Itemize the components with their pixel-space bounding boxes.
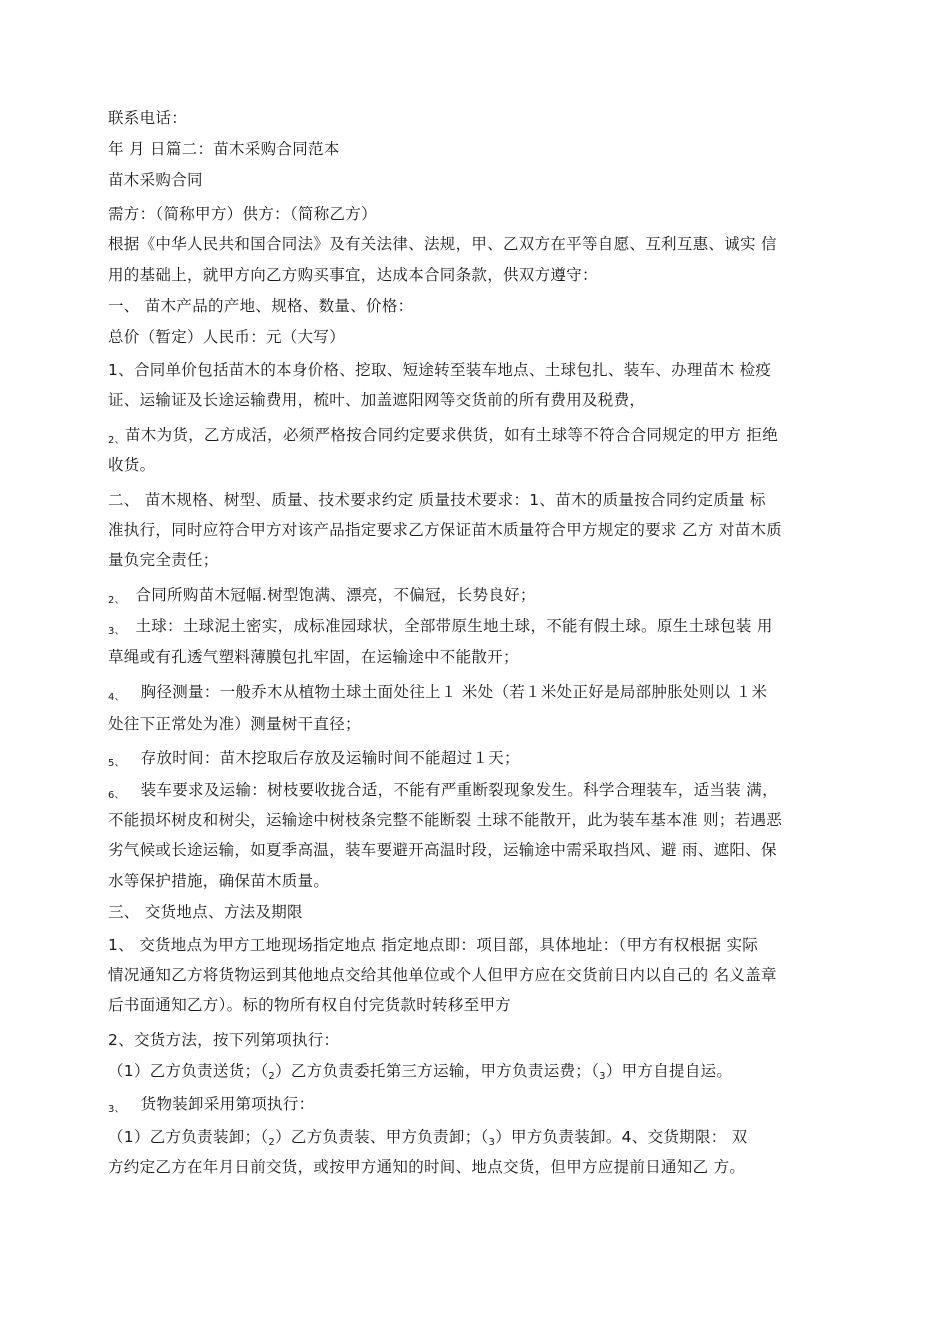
option-text: ）乙方负责委托第三方运输，甲方负责运费；（: [275, 1062, 600, 1080]
section-2-line-2: 准执行，同时应符合甲方对该产品指定要求乙方保证苗木质量符合甲方规定的要求 乙方 对苗木质: [108, 521, 783, 539]
clause-3-2-heading: 2、交货方法，按下列第项执行：: [108, 1031, 340, 1049]
clause-1-2-line-2: 收货。: [108, 456, 156, 474]
preamble-line-2: 用的基础上，就甲方向乙方购买事宜，达成本合同条款，供双方遵守：: [108, 266, 598, 284]
clause-text: 货物装卸采用第项执行：: [140, 1095, 315, 1113]
option-text: （1）乙方负责送货；（: [108, 1062, 269, 1080]
clause-2-6-line-3: 劣气候或长途运输，如夏季高温，装车要避开高温时段，运输途中需采取挡风、避 雨、遮阳、保: [108, 841, 777, 859]
option-text: ）甲方负责装卸。4、交货期限： 双: [495, 1128, 748, 1146]
clause-text: 存放时间：苗木挖取后存放及运输时间不能超过１天；: [140, 749, 520, 767]
clause-2-3-line-2: 草绳或有孔透气塑料薄膜包扎牢固，在运输途中不能散开；: [108, 648, 519, 666]
clause-3-1-line-1: 1、 交货地点为甲方工地现场指定地点 指定地点即：项目部，具体地址：（甲方有权根据 实际: [108, 936, 759, 954]
date-title-line: 年 月 日篇二：苗木采购合同范本: [108, 140, 340, 158]
clause-1-2-line-1: [108, 425, 848, 451]
clause-marker: 6、: [108, 790, 125, 801]
option-marker: 2: [268, 1071, 276, 1082]
clause-3-1-line-2: 情况通知乙方将货物运到其他地点交给其他单位或个人但甲方应在交货前日内以自己的 名义盖章: [108, 966, 777, 984]
clause-3-3-options: [108, 1127, 848, 1153]
clause-marker: 3、: [108, 626, 125, 637]
clause-marker: 2、: [108, 435, 125, 446]
clause-text: 苗木为货，乙方成活，必须严格按合同约定要求供货，如有土球等不符合合同规定的甲方 拒绝: [124, 426, 778, 444]
clause-3-2-options: [108, 1061, 848, 1087]
contract-title: 苗木采购合同: [108, 171, 203, 189]
clause-3-1-line-3: 后书面通知乙方）。标的物所有权自付完货款时转移至甲方: [108, 996, 512, 1014]
clause-text: 土球：土球泥土密实，成标准园球状，全部带原生地土球，不能有假土球。原生土球包装 用: [135, 617, 773, 635]
section-2-heading-line-1: 二、 苗木规格、树型、质量、技术要求约定 质量技术要求：1、苗木的质量按合同约定质量 标: [108, 491, 766, 509]
option-text: ）甲方自提自运。: [605, 1062, 733, 1080]
section-2-line-3: 量负完全责任；: [108, 551, 219, 569]
preamble-line-1: 根据《中华人民共和国合同法》及有关法律、法规，甲、乙双方在平等自愿、互利互惠、诚实 信: [108, 235, 777, 253]
clause-marker: 3、: [108, 1104, 125, 1115]
clause-2-6-line-4: 水等保护措施，确保苗木质量。: [108, 872, 330, 890]
clause-2-6-line-2: 不能损坏树皮和树尖，运输途中树枝条完整不能断裂 土球不能散开，此为装车基本准 则；若遇恶: [108, 811, 783, 829]
option-marker: 2: [268, 1137, 276, 1148]
clause-2-4-line-1: [108, 682, 848, 708]
clause-2-4-line-2: 处往下正常处为准）测量树干直径；: [108, 715, 361, 733]
clause-marker: 5、: [108, 758, 125, 769]
clause-3-4-line-2: 方约定乙方在年月日前交货，或按甲方通知的时间、地点交货，但甲方应提前日通知乙 方。: [108, 1158, 746, 1176]
option-marker: 3: [488, 1137, 496, 1148]
clause-1-1-line-1: 1、合同单价包括苗木的本身价格、挖取、短途转至装车地点、土球包扎、装车、办理苗木 检疫: [108, 361, 772, 379]
clause-text: 合同所购苗木冠幅.树型饱满、漂亮，不偏冠，长势良好；: [135, 586, 536, 604]
section-3-heading: 三、 交货地点、方法及期限: [108, 903, 303, 921]
clause-3-3-heading: [108, 1094, 848, 1120]
clause-marker: 4、: [108, 692, 125, 703]
contact-phone-line: 联系电话：: [108, 109, 188, 127]
clause-2-2: [108, 585, 848, 611]
section-1-heading: 一、 苗木产品的产地、规格、数量、价格：: [108, 297, 414, 315]
option-text: ）乙方负责装、甲方负责卸；（: [275, 1128, 489, 1146]
option-text: （1）乙方负责装卸；（: [108, 1128, 269, 1146]
clause-marker: 2、: [108, 595, 125, 606]
clause-text: 胸径测量：一般乔木从植物土球土面处往上１ 米处（若１米处正好是局部肿胀处则以 １米: [140, 683, 768, 701]
clause-1-1-line-2: 证、运输证及长途运输费用，梳叶、加盖遮阳网等交货前的所有费用及税费，: [108, 391, 646, 409]
parties-line: 需方：（简称甲方）供方：（简称乙方）: [108, 205, 377, 223]
option-marker: 3: [599, 1071, 606, 1082]
clause-text: 装车要求及运输：树枝要收拢合适，不能有严重断裂现象发生。科学合理装车，适当装 满，: [140, 781, 778, 799]
clause-2-3-line-1: [108, 616, 848, 642]
clause-2-6-line-1: [108, 780, 848, 806]
clause-2-5: [108, 748, 848, 774]
total-price-line: 总价（暂定）人民币：元（大写）: [108, 328, 346, 346]
